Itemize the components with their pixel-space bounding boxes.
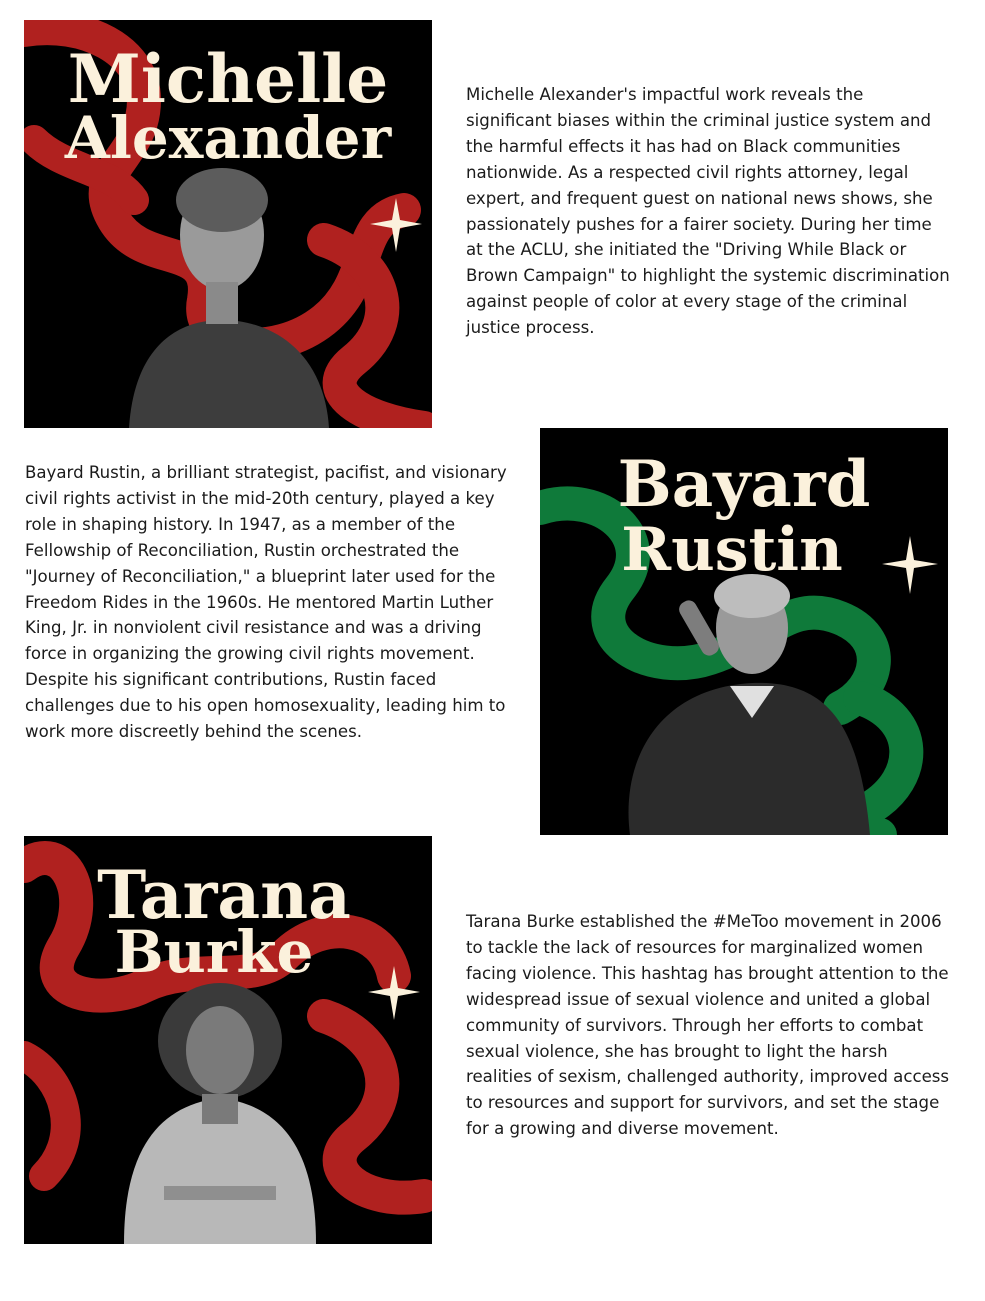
bio-tarana-burke: Tarana Burke established the #MeToo movement in 2006 to tackle the lack of resources for marginalized women facing violence. This hashtag has brought attention to the widespread issue of sexual violence and united a global community of survivors. Through her efforts to combat sexual violence, she has brought to light the harsh realities of sexism, challenged authority, improved access to resources and support for survivors, and set the stage for a growing and diverse movement. bbox=[466, 912, 950, 1139]
poster-last-name: Alexander bbox=[64, 104, 392, 172]
poster-art bbox=[540, 428, 948, 835]
poster-last-name: Burke bbox=[114, 918, 314, 986]
poster-first-name: Michelle bbox=[67, 40, 389, 118]
poster-art bbox=[24, 836, 432, 1244]
poster-first-name: Bayard bbox=[617, 447, 871, 522]
poster-first-name: Tarana bbox=[97, 856, 351, 934]
poster-art bbox=[24, 20, 432, 428]
bio-michelle-alexander: Michelle Alexander's impactful work reveals the significant biases within the criminal justice system and the harmful effects it has had on Black communities nationwide. As a respected civil rights attorney, legal expert, and frequent guest on national news shows, she passionately pushes for a fairer society. During her time at the ACLU, she initiated the "Driving While Black or Brown Campaign" to highlight the systemic discrimination against people of color at every stage of the criminal justice process. bbox=[466, 85, 950, 338]
poster-last-name: Rustin bbox=[621, 515, 843, 585]
poster-bayard-rustin bbox=[540, 428, 948, 835]
poster-michelle-alexander bbox=[24, 20, 432, 428]
bio-bayard-rustin: Bayard Rustin, a brilliant strategist, pacifist, and visionary civil rights activist in the mid-20th century, played a key role in shaping history. In 1947, as a member of the Fellowship of Reconciliation, Rustin orchestrated the "Journey of Reconciliation," a blueprint later used for the Freedom Rides in the 1960s. He mentored Martin Luther King, Jr. in nonviolent civil resistance and was a driving force in organizing the growing civil rights movement. Despite his significant contributions, Rustin faced challenges due to his open homosexuality, leading him to work more discreetly behind the scenes. bbox=[25, 463, 507, 742]
poster-tarana-burke bbox=[24, 836, 432, 1244]
